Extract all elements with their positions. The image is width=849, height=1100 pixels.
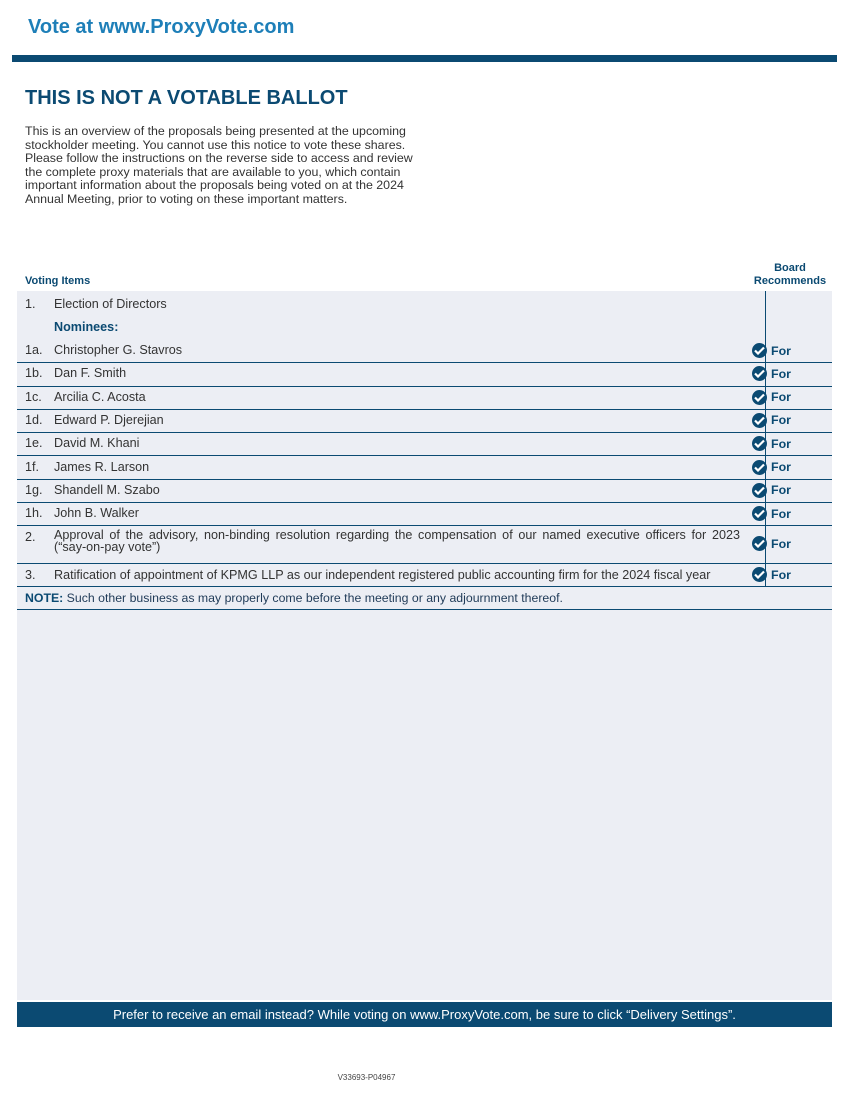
nominee-row bbox=[17, 340, 832, 363]
nominee-recommendation bbox=[752, 436, 791, 451]
intro-paragraph: This is an overview of the proposals being presented at the upcoming stockholder meeting. You cannot use this notice to vote these shares. Please follow the instructions on the reverse side to access and review the complete proxy materials that are available to you, which contain important information about the proposals being voted on at the 2024 Annual Meeting, prior to voting on these important matters. bbox=[25, 124, 413, 206]
item-number: 3. bbox=[25, 568, 36, 582]
voting-items-header: Voting Items bbox=[25, 275, 91, 287]
check-circle-icon bbox=[752, 343, 767, 358]
item-3-row bbox=[17, 564, 832, 587]
nominees-label-row bbox=[17, 320, 832, 340]
nominee-row bbox=[17, 363, 832, 386]
recommendation-label: For bbox=[771, 536, 791, 551]
nominee-name: John B. Walker bbox=[54, 506, 139, 521]
item-2-recommendation bbox=[752, 536, 791, 551]
nominee-recommendation bbox=[752, 343, 791, 358]
document-code: V33693-P04967 bbox=[337, 1073, 396, 1082]
recommendation-label: For bbox=[771, 343, 791, 358]
item-2-row bbox=[17, 525, 832, 564]
nominee-recommendation bbox=[752, 483, 791, 498]
vote-at-proxyvote-link[interactable]: Vote at www.ProxyVote.com bbox=[28, 16, 295, 38]
nominee-row bbox=[17, 410, 832, 433]
nominee-row bbox=[17, 457, 832, 480]
item-number: 2. bbox=[25, 530, 36, 544]
nominee-recommendation bbox=[752, 366, 791, 381]
check-circle-icon bbox=[752, 366, 767, 381]
note-text: Such other business as may properly come before the meeting or any adjournment thereof. bbox=[63, 591, 563, 605]
check-circle-icon bbox=[752, 436, 767, 451]
check-circle-icon bbox=[752, 390, 767, 405]
page-title: THIS IS NOT A VOTABLE BALLOT bbox=[25, 87, 348, 109]
nominee-row bbox=[17, 433, 832, 456]
nominee-number: 1h. bbox=[25, 506, 43, 521]
nominee-number: 1g. bbox=[25, 482, 43, 497]
nominee-recommendation bbox=[752, 460, 791, 475]
nominee-number: 1e. bbox=[25, 436, 43, 451]
item-1-row bbox=[17, 297, 832, 317]
nominee-recommendation bbox=[752, 390, 791, 405]
check-circle-icon bbox=[752, 413, 767, 428]
item-text: Ratification of appointment of KPMG LLP as our independent registered public accounting firm for the 2024 fiscal year bbox=[54, 568, 711, 582]
nominee-recommendation bbox=[752, 413, 791, 428]
nominee-number: 1d. bbox=[25, 412, 43, 427]
board-recommends-line1: Board bbox=[774, 262, 806, 274]
nominee-name: James R. Larson bbox=[54, 459, 150, 474]
nominee-recommendation bbox=[752, 506, 791, 521]
check-circle-icon bbox=[752, 506, 767, 521]
recommendation-label: For bbox=[771, 460, 791, 474]
nominee-name: Edward P. Djerejian bbox=[54, 412, 164, 427]
check-circle-icon bbox=[752, 567, 767, 582]
nominee-name: David M. Khani bbox=[54, 436, 140, 451]
board-recommends-header bbox=[750, 262, 830, 287]
nominee-number: 1b. bbox=[25, 366, 43, 381]
recommendation-label: For bbox=[771, 483, 791, 498]
nominee-name: Shandell M. Szabo bbox=[54, 482, 160, 497]
nominee-row bbox=[17, 387, 832, 410]
item-number: 1. bbox=[25, 297, 36, 311]
nominee-name: Arcilia C. Acosta bbox=[54, 389, 146, 404]
nominee-number: 1a. bbox=[25, 343, 43, 357]
item-text: Approval of the advisory, non-binding resolution regarding the compensation of our named executive officers for 2023 (“say-on-pay vote”) bbox=[54, 528, 740, 554]
item-text: Election of Directors bbox=[54, 297, 167, 311]
board-recommends-line2: Recommends bbox=[753, 274, 827, 287]
nominees-label: Nominees: bbox=[54, 320, 119, 334]
nominee-name: Christopher G. Stavros bbox=[54, 343, 183, 357]
recommendation-label: For bbox=[771, 366, 791, 381]
check-circle-icon bbox=[752, 460, 767, 475]
recommendation-label: For bbox=[771, 567, 791, 582]
recommendation-label: For bbox=[771, 390, 791, 405]
nominee-number: 1f. bbox=[25, 459, 40, 474]
item-3-recommendation bbox=[752, 567, 791, 582]
recommendation-label: For bbox=[771, 413, 791, 428]
note-label: NOTE: bbox=[25, 591, 64, 605]
nominee-row bbox=[17, 503, 832, 526]
recommendation-label: For bbox=[771, 436, 791, 451]
email-delivery-banner: Prefer to receive an email instead? While voting on www.ProxyVote.com, be sure to click “Delivery Settings”. bbox=[17, 1002, 832, 1027]
recommendation-label: For bbox=[771, 506, 791, 521]
header-rule bbox=[12, 55, 837, 62]
check-circle-icon bbox=[752, 536, 767, 551]
nominee-number: 1c. bbox=[25, 389, 42, 404]
note-row bbox=[17, 587, 832, 610]
nominee-name: Dan F. Smith bbox=[54, 366, 127, 381]
nominee-row bbox=[17, 480, 832, 503]
check-circle-icon bbox=[752, 483, 767, 498]
